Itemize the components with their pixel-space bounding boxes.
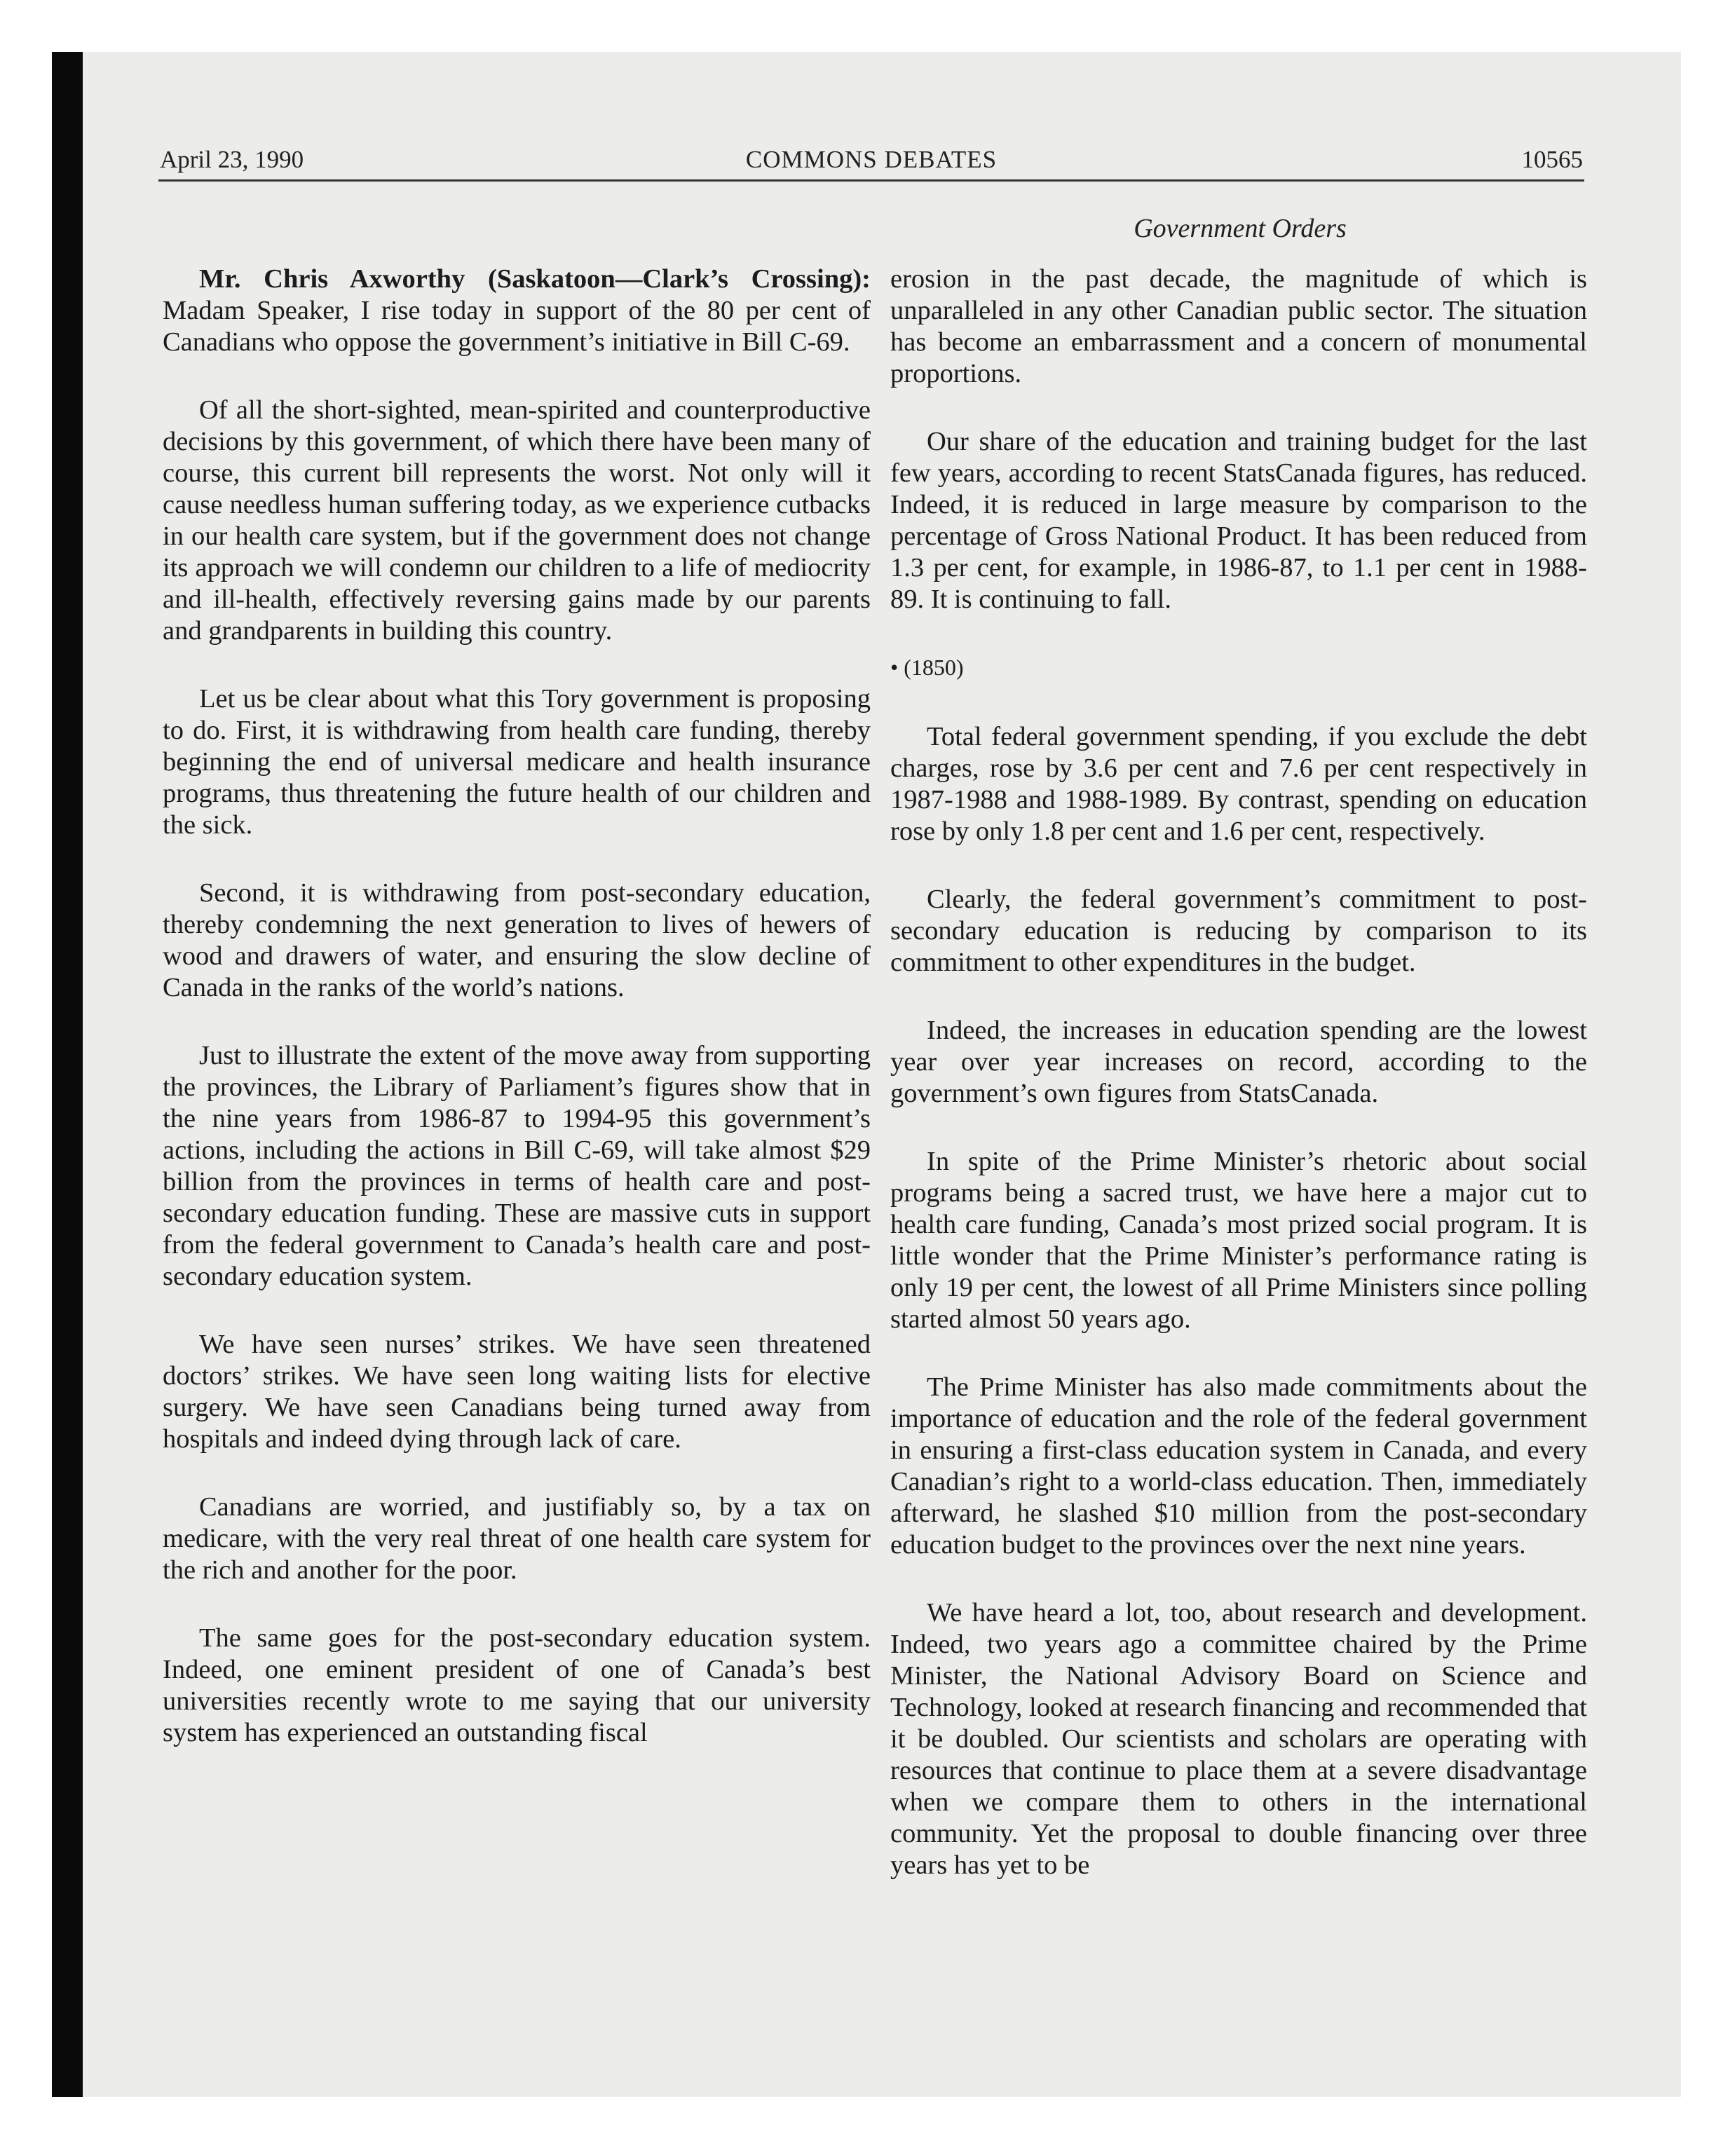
page-header <box>160 140 1583 179</box>
paragraph: Indeed, the increases in education spending are the lowest year over year increases on record, according to the government’s own figures from StatsCanada. <box>890 1016 1587 1108</box>
header-rule <box>158 179 1584 182</box>
continuation-paragraph: erosion in the past decade, the magnitude of which is unparalleled in any other Canadian public sector. The situation has become an embarrassment and a concern of monumental proportions. <box>890 264 1587 388</box>
speaker-text: Madam Speaker, I rise today in support of the 80 per cent of Canadians who oppose the government’s initiative in Bill C-69. <box>163 296 871 357</box>
paragraph: Let us be clear about what this Tory government is proposing to do. First, it is withdrawing from health care funding, thereby beginning the end of universal medicare and health insurance programs, thus threatening the future health of our children and the sick. <box>163 684 871 840</box>
paragraph: The Prime Minister has also made commitments about the importance of education and the role of the federal government in ensuring a first-class education system in Canada, and every Canadian’s right to a world-class education. Then, immediately afterward, he slashed $10 million from the post-secondary education budget to the provinces over the next nine years. <box>890 1372 1587 1560</box>
paragraph: Canadians are worried, and justifiably so, by a tax on medicare, with the very real threat of one health care system for the rich and another for the poor. <box>163 1492 871 1585</box>
paragraph: In spite of the Prime Minister’s rhetoric about social programs being a sacred trust, we have here a major cut to health care funding, Canada’s most prized social program. It is little wonder that the Prime Minister’s performance rating is only 19 per cent, the lowest of all Prime Ministers since polling started almost 50 years ago. <box>890 1147 1587 1334</box>
time-marker: • (1850) <box>890 655 964 680</box>
header-page-number: 10565 <box>1521 146 1583 173</box>
paragraph: Total federal government spending, if you exclude the debt charges, rose by 3.6 per cent and 7.6 per cent respectively in 1987-1988 and 1988-1989. By contrast, spending on education rose by only 1.8 per cent and 1.6 per cent, respectively. <box>890 722 1587 846</box>
section-title: Government Orders <box>1134 214 1347 243</box>
paragraph: Just to illustrate the extent of the move away from supporting the provinces, the Library of Parliament’s figures show that in the nine years from 1986-87 to 1994-95 this government’s actions, including the actions in Bill C-69, will take almost $29 billion from the provinces in terms of health care and post-secondary education funding. These are massive cuts in support from the federal government to Canada’s health care and post-secondary education system. <box>163 1041 871 1291</box>
paragraph: The same goes for the post-secondary education system. Indeed, one eminent president of one of Canada’s best universities recently wrote to me saying that our university system has experienced an outstanding fiscal <box>163 1623 871 1747</box>
header-publication: COMMONS DEBATES <box>745 146 998 173</box>
paragraph: Of all the short-sighted, mean-spirited and counterproductive decisions by this government, of which there have been many of course, this current bill represents the worst. Not only will it cause needless human suffering today, as we experience cutbacks in our health care system, but if the government does not change its approach we will condemn our children to a life of mediocrity and ill-health, effectively reversing gains made by our parents and grandparents in building this country. <box>163 395 871 646</box>
paragraph: Second, it is withdrawing from post-secondary education, thereby condemning the next generation to lives of hewers of wood and drawers of water, and ensuring the slow decline of Canada in the ranks of the world’s nations. <box>163 878 871 1002</box>
paragraph: Our share of the education and training budget for the last few years, according to recent StatsCanada figures, has reduced. Indeed, it is reduced in large measure by comparison to the percentage of Gross National Product. It has been reduced from 1.3 per cent, for example, in 1986-87, to 1.1 per cent in 1988-89. It is continuing to fall. <box>890 427 1587 614</box>
speaker-paragraph <box>163 264 871 358</box>
right-column <box>890 264 1587 1918</box>
paragraph: We have seen nurses’ strikes. We have seen threatened doctors’ strikes. We have seen long waiting lists for elective surgery. We have seen Canadians being turned away from hospitals and indeed dying through lack of care. <box>163 1330 871 1454</box>
header-date: April 23, 1990 <box>160 146 304 173</box>
left-column <box>163 264 871 1785</box>
paragraph: Clearly, the federal government’s commitment to post-secondary education is reducing by comparison to its commitment to other expenditures in the budget. <box>890 885 1587 977</box>
scan-edge-bar <box>52 52 83 2097</box>
speaker-name: Mr. Chris Axworthy (Saskatoon—Clark’s Crossing): <box>199 264 871 294</box>
paragraph: We have heard a lot, too, about research and development. Indeed, two years ago a committee chaired by the Prime Minister, the National Advisory Board on Science and Technology, looked at research financing and recommended that it be doubled. Our scientists and scholars are operating with resources that continue to place them at a severe disadvantage when we compare them to others in the international community. Yet the proposal to double financing over three years has yet to be <box>890 1598 1587 1880</box>
